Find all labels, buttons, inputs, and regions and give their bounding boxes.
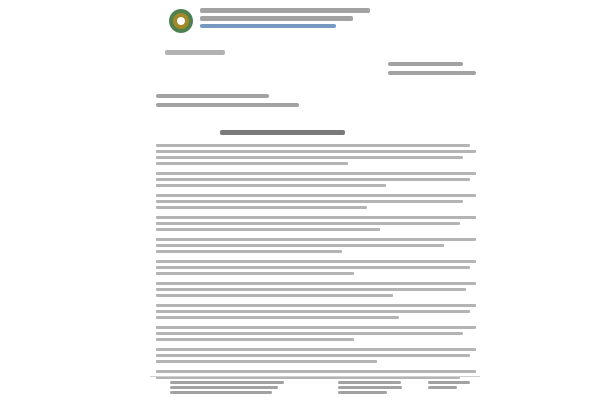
paragraph-01 (156, 172, 476, 187)
document-title (220, 130, 345, 135)
paragraph-05 (156, 260, 476, 275)
footer-web (428, 381, 470, 391)
addressee-line (156, 94, 269, 98)
header-line-tamil (200, 16, 353, 21)
reference-line (388, 71, 476, 75)
reference-number-block (388, 62, 476, 80)
paragraph-09 (156, 348, 476, 363)
addressee-block (156, 94, 306, 112)
paragraph-intro (156, 144, 476, 165)
body-paragraphs (156, 144, 476, 386)
paragraph-02 (156, 194, 476, 209)
department-header (200, 8, 370, 31)
paragraph-07 (156, 304, 476, 319)
paragraph-08 (156, 326, 476, 341)
footer-phone-fax (338, 381, 408, 396)
government-emblem-logo (168, 8, 194, 34)
addressee-line (156, 103, 299, 107)
footer-contact-bar (150, 376, 480, 395)
document-date (165, 50, 225, 55)
footer-address (170, 381, 290, 396)
paragraph-06 (156, 282, 476, 297)
paragraph-03 (156, 216, 476, 231)
header-line-sinhala (200, 8, 370, 13)
header-line-english (200, 24, 336, 28)
reference-line (388, 62, 463, 66)
paragraph-04 (156, 238, 476, 253)
